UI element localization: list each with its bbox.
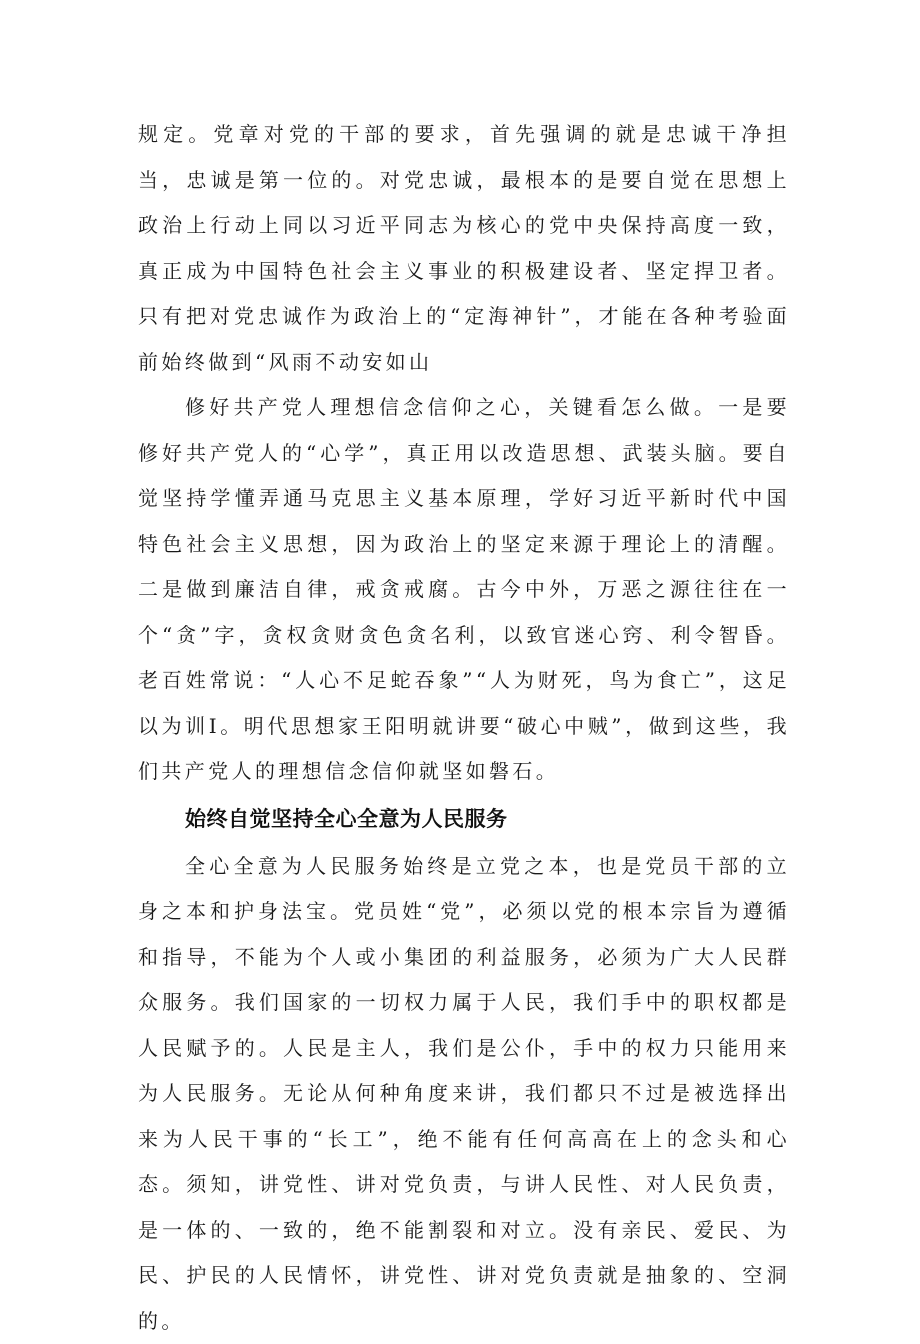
paragraph-loyalty: 规定。党章对党的干部的要求，首先强调的就是忠诚干净担当，忠诚是第一位的。对党忠诚，最根本的是要自觉在思想上政治上行动上同以习近平同志为核心的党中央保持高度一致，真正成为中国特色社会主义事业的积极建设者、坚定捍卫者。只有把对党忠诚作为政治上的“定海神针”，才能在各种考验面前始终做到“风雨不动安如山 xyxy=(138,112,790,385)
paragraph-serve-people: 全心全意为人民服务始终是立党之本，也是党员干部的立身之本和护身法宝。党员姓“党”，必须以党的根本宗旨为遵循和指导，不能为个人或小集团的利益服务，必须为广大人民群众服务。我们国家的一切权力属于人民，我们手中的职权都是人民赋予的。人民是主人，我们是公仆，手中的权力只能用来为人民服务。无论从何种角度来讲，我们都只不过是被选择出来为人民干事的“长工”，绝不能有任何高高在上的念头和心态。须知，讲党性、讲对党负责，与讲人民性、对人民负责，是一体的、一致的，绝不能割裂和对立。没有亲民、爱民、为民、护民的人民情怀，讲党性、讲对党负责就是抽象的、空洞的。 xyxy=(138,844,790,1344)
paragraph-ideals: 修好共产党人理想信念信仰之心，关键看怎么做。一是要修好共产党人的“心学”，真正用以改造思想、武装头脑。要自觉坚持学懂弄通马克思主义基本原理，学好习近平新时代中国特色社会主义思想，因为政治上的坚定来源于理论上的清醒。二是做到廉洁自律，戒贪戒腐。古今中外，万恶之源往往在一个“贪”字，贪权贪财贪色贪名利，以致官迷心窍、利令智昏。老百姓常说：“人心不足蛇吞象”“人为财死，鸟为食亡”，这足以为训I。明代思想家王阳明就讲要“破心中贼”，做到这些，我们共产党人的理想信念信仰就坚如磐石。 xyxy=(138,385,790,795)
section-heading: 始终自觉坚持全心全意为人民服务 xyxy=(138,795,790,844)
document-page xyxy=(138,112,790,1344)
